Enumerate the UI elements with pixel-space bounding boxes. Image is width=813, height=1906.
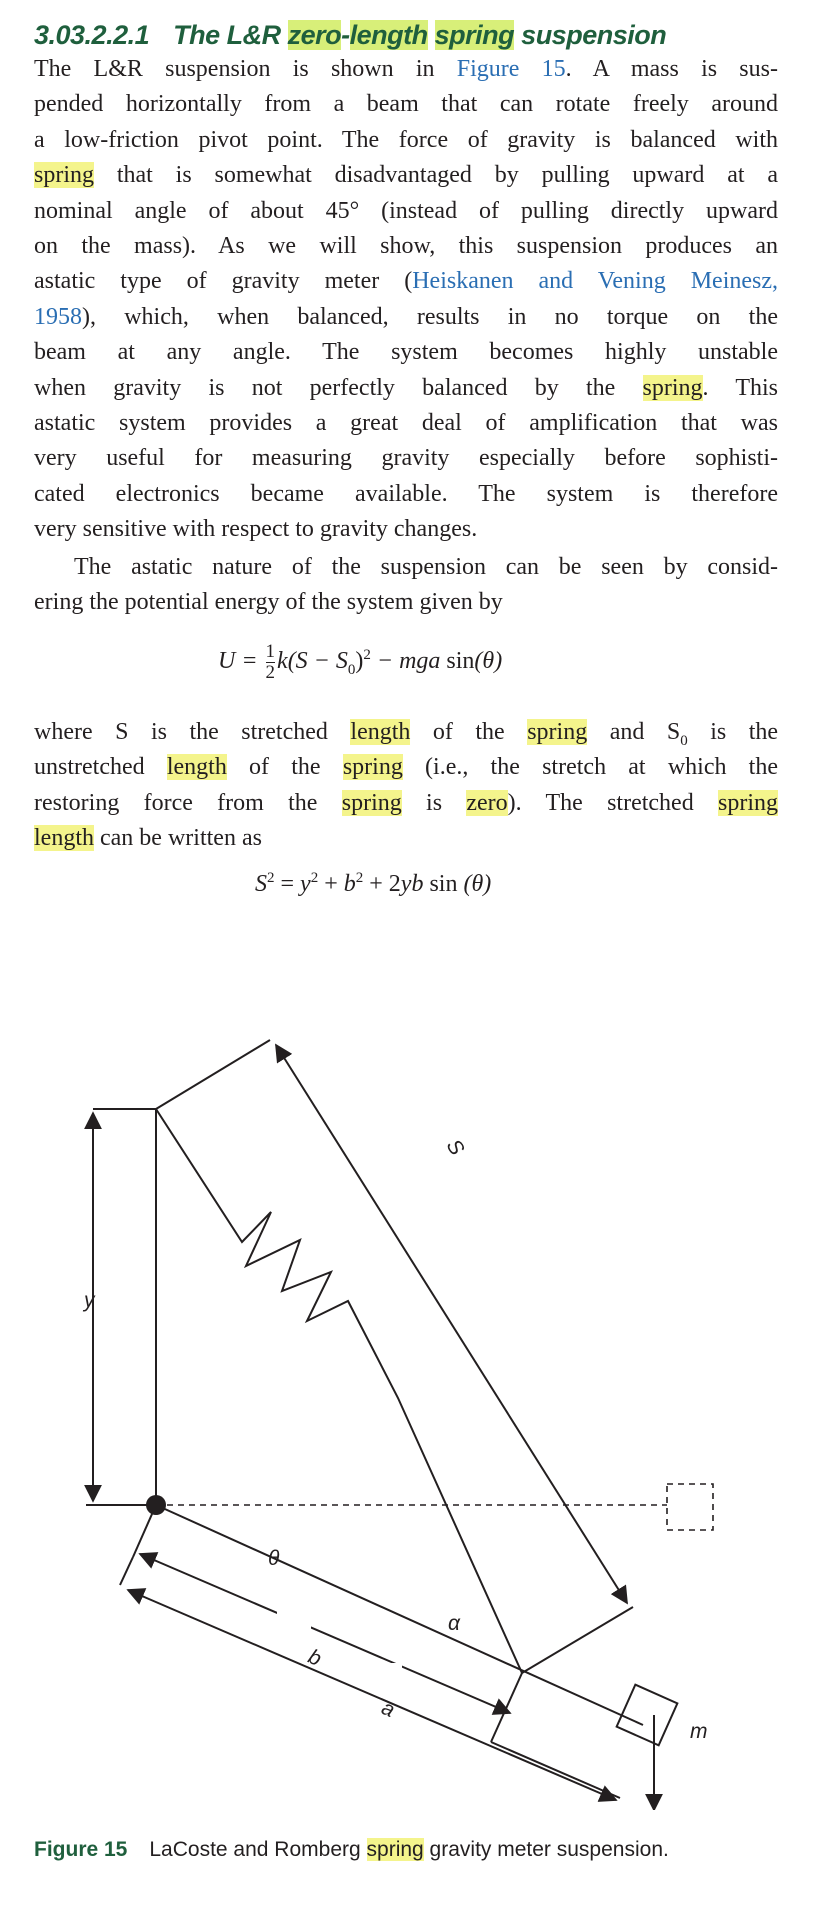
text-line [34, 229, 778, 264]
text-run: can be written as [94, 825, 262, 852]
text-line [34, 194, 778, 229]
text-line [34, 123, 778, 158]
paragraph-intro [34, 52, 778, 547]
eq1-frac-den: 2 [265, 662, 276, 683]
text-run: a low-friction pivot point. The force of gravity is balanced with [34, 126, 778, 153]
label-y: y [84, 1289, 95, 1312]
eq1-sub: 0 [347, 661, 356, 678]
eq1-arg: (θ) [474, 648, 503, 675]
a-extension [120, 1557, 133, 1585]
text-run: The astatic nature of the suspension can be seen by consid- [74, 554, 778, 580]
a-dimension-arrow [128, 1590, 616, 1800]
highlighted-term: spring [642, 374, 703, 401]
eq2-y-sup: 2 [310, 870, 319, 886]
text-line [34, 821, 778, 856]
text-run: astatic type of gravity meter ( [34, 268, 413, 295]
eq2-arg: (θ) [463, 871, 492, 897]
heading-highlight-length: length [349, 20, 428, 50]
text-line [34, 406, 778, 441]
text-run: The L&R suspension is shown in [34, 56, 457, 82]
highlighted-term: length [34, 825, 94, 852]
reference-link[interactable]: Heiskanen and Vening Meinesz, [412, 268, 779, 295]
text-line [34, 477, 778, 512]
text-run: . A mass is sus- [565, 56, 778, 82]
text-run: is [401, 789, 467, 816]
eq1-open: (S − S [287, 648, 348, 675]
text-line [34, 264, 778, 299]
text-line [34, 715, 778, 750]
reference-link[interactable]: Figure 15 [456, 56, 566, 82]
text-run: ), which, when balanced, results in no torque on the [82, 303, 778, 330]
heading-space [428, 20, 435, 50]
eq1-rest: − mga [370, 648, 441, 675]
text-line [34, 371, 778, 406]
eq2-plus1: + [318, 871, 344, 897]
eq2-s-sup: 2 [267, 870, 275, 886]
eq2-y: y [300, 871, 311, 897]
equation-stretched-length [255, 870, 491, 898]
text-run: that is somewhat disadvantaged by pulling upward at a [94, 162, 778, 189]
eq2-b: b [343, 871, 356, 897]
label-s: S [441, 1135, 469, 1160]
eq2-sin: sin [423, 871, 464, 897]
eq1-lhs: U = [218, 648, 258, 675]
text-run: of the [226, 754, 343, 781]
highlighted-term: spring [341, 789, 402, 816]
heading-highlight-spring: spring [434, 20, 515, 50]
eq1-frac-num: 1 [265, 641, 276, 662]
reference-link[interactable]: 1958 [34, 303, 82, 330]
text-run: very sensitive with respect to gravity changes. [34, 516, 478, 543]
mass-block [617, 1685, 678, 1746]
text-run: beam at any angle. The system becomes highly unstable [34, 339, 778, 366]
section-heading [34, 20, 794, 51]
eq1-k: k [277, 648, 288, 675]
text-run: where S is the stretched [34, 719, 351, 745]
paragraph-potential-energy [34, 550, 778, 621]
text-line [34, 786, 778, 821]
eq2-plus2: + 2 [363, 871, 401, 897]
s-extension-top [156, 1040, 270, 1109]
beam-lower-edge [491, 1742, 620, 1798]
text-run: ering the potential energy of the system given by [34, 589, 503, 616]
eq1-fraction [266, 642, 276, 683]
section-number: 3.03.2.2.1 [34, 20, 150, 50]
text-line [34, 335, 778, 370]
eq1-close: ) [355, 648, 364, 675]
figure-caption [34, 1838, 669, 1862]
text-run: and S [587, 719, 681, 745]
highlighted-term: spring [342, 754, 403, 781]
text-run: ). The stretched [507, 789, 718, 816]
heading-title-post: suspension [514, 20, 667, 50]
highlighted-term: spring [34, 162, 94, 189]
dashed-mass-outline [667, 1484, 713, 1530]
text-run: . This [702, 374, 778, 401]
heading-title-pre: The L&R [173, 20, 288, 50]
text-run: restoring force from the [34, 789, 342, 816]
text-run: (i.e., the stretch at which the [402, 754, 779, 781]
equation-potential-energy [218, 642, 502, 683]
text-line [34, 512, 778, 547]
label-theta: θ [268, 1547, 280, 1570]
caption-text-pre: LaCoste and Romberg [149, 1838, 367, 1861]
text-line [34, 750, 778, 785]
text-line [34, 158, 778, 193]
eq2-equals: = [274, 871, 301, 897]
caption-text-post: gravity meter suspension. [423, 1838, 669, 1861]
text-run: very useful for measuring gravity especially before sophisti- [34, 445, 778, 472]
text-run: of the [410, 719, 528, 745]
eq2-s: S [255, 871, 267, 897]
paragraph-stretched-length [34, 715, 778, 857]
text-run: astatic system provides a great deal of amplification that was [34, 409, 778, 436]
beam-top [156, 1505, 643, 1725]
text-line [34, 550, 778, 585]
text-run: nominal angle of about 45° (instead of pulling directly upward [34, 197, 778, 224]
text-run: unstretched [34, 754, 167, 781]
label-b: b [304, 1645, 325, 1671]
eq1-sin: sin [440, 648, 475, 675]
eq1-square: 2 [363, 647, 371, 664]
text-line [34, 300, 778, 335]
pivot-point [146, 1495, 166, 1515]
highlighted-term: spring [527, 719, 588, 745]
label-m: m [690, 1720, 708, 1743]
text-line [34, 441, 778, 476]
text-line [34, 52, 778, 87]
highlighted-term: length [350, 719, 411, 745]
text-run: cated electronics became available. The system is therefore [34, 480, 778, 507]
s-extension-bottom [522, 1607, 633, 1673]
caption-highlight-spring: spring [366, 1838, 424, 1861]
subscript: 0 [680, 732, 688, 749]
highlighted-term: length [166, 754, 227, 781]
figure-15-diagram [0, 980, 813, 1810]
text-line [34, 585, 778, 620]
highlighted-term: zero [466, 789, 508, 816]
highlighted-term: spring [718, 789, 778, 816]
label-a: a [378, 1696, 399, 1722]
eq2-yb: yb [400, 871, 424, 897]
text-run: is the [687, 719, 779, 745]
text-run: pended horizontally from a beam that can rotate freely around [34, 91, 778, 118]
label-alpha: α [448, 1612, 460, 1635]
text-run: on the mass). As we will show, this suspension produces an [34, 232, 778, 259]
heading-hyphen: - [341, 20, 350, 50]
text-line [34, 87, 778, 122]
text-run: when gravity is not perfectly balanced by the [34, 374, 643, 401]
caption-label: Figure 15 [34, 1838, 128, 1861]
heading-highlight-zero: zero [287, 20, 342, 50]
eq2-b-sup: 2 [355, 870, 364, 886]
